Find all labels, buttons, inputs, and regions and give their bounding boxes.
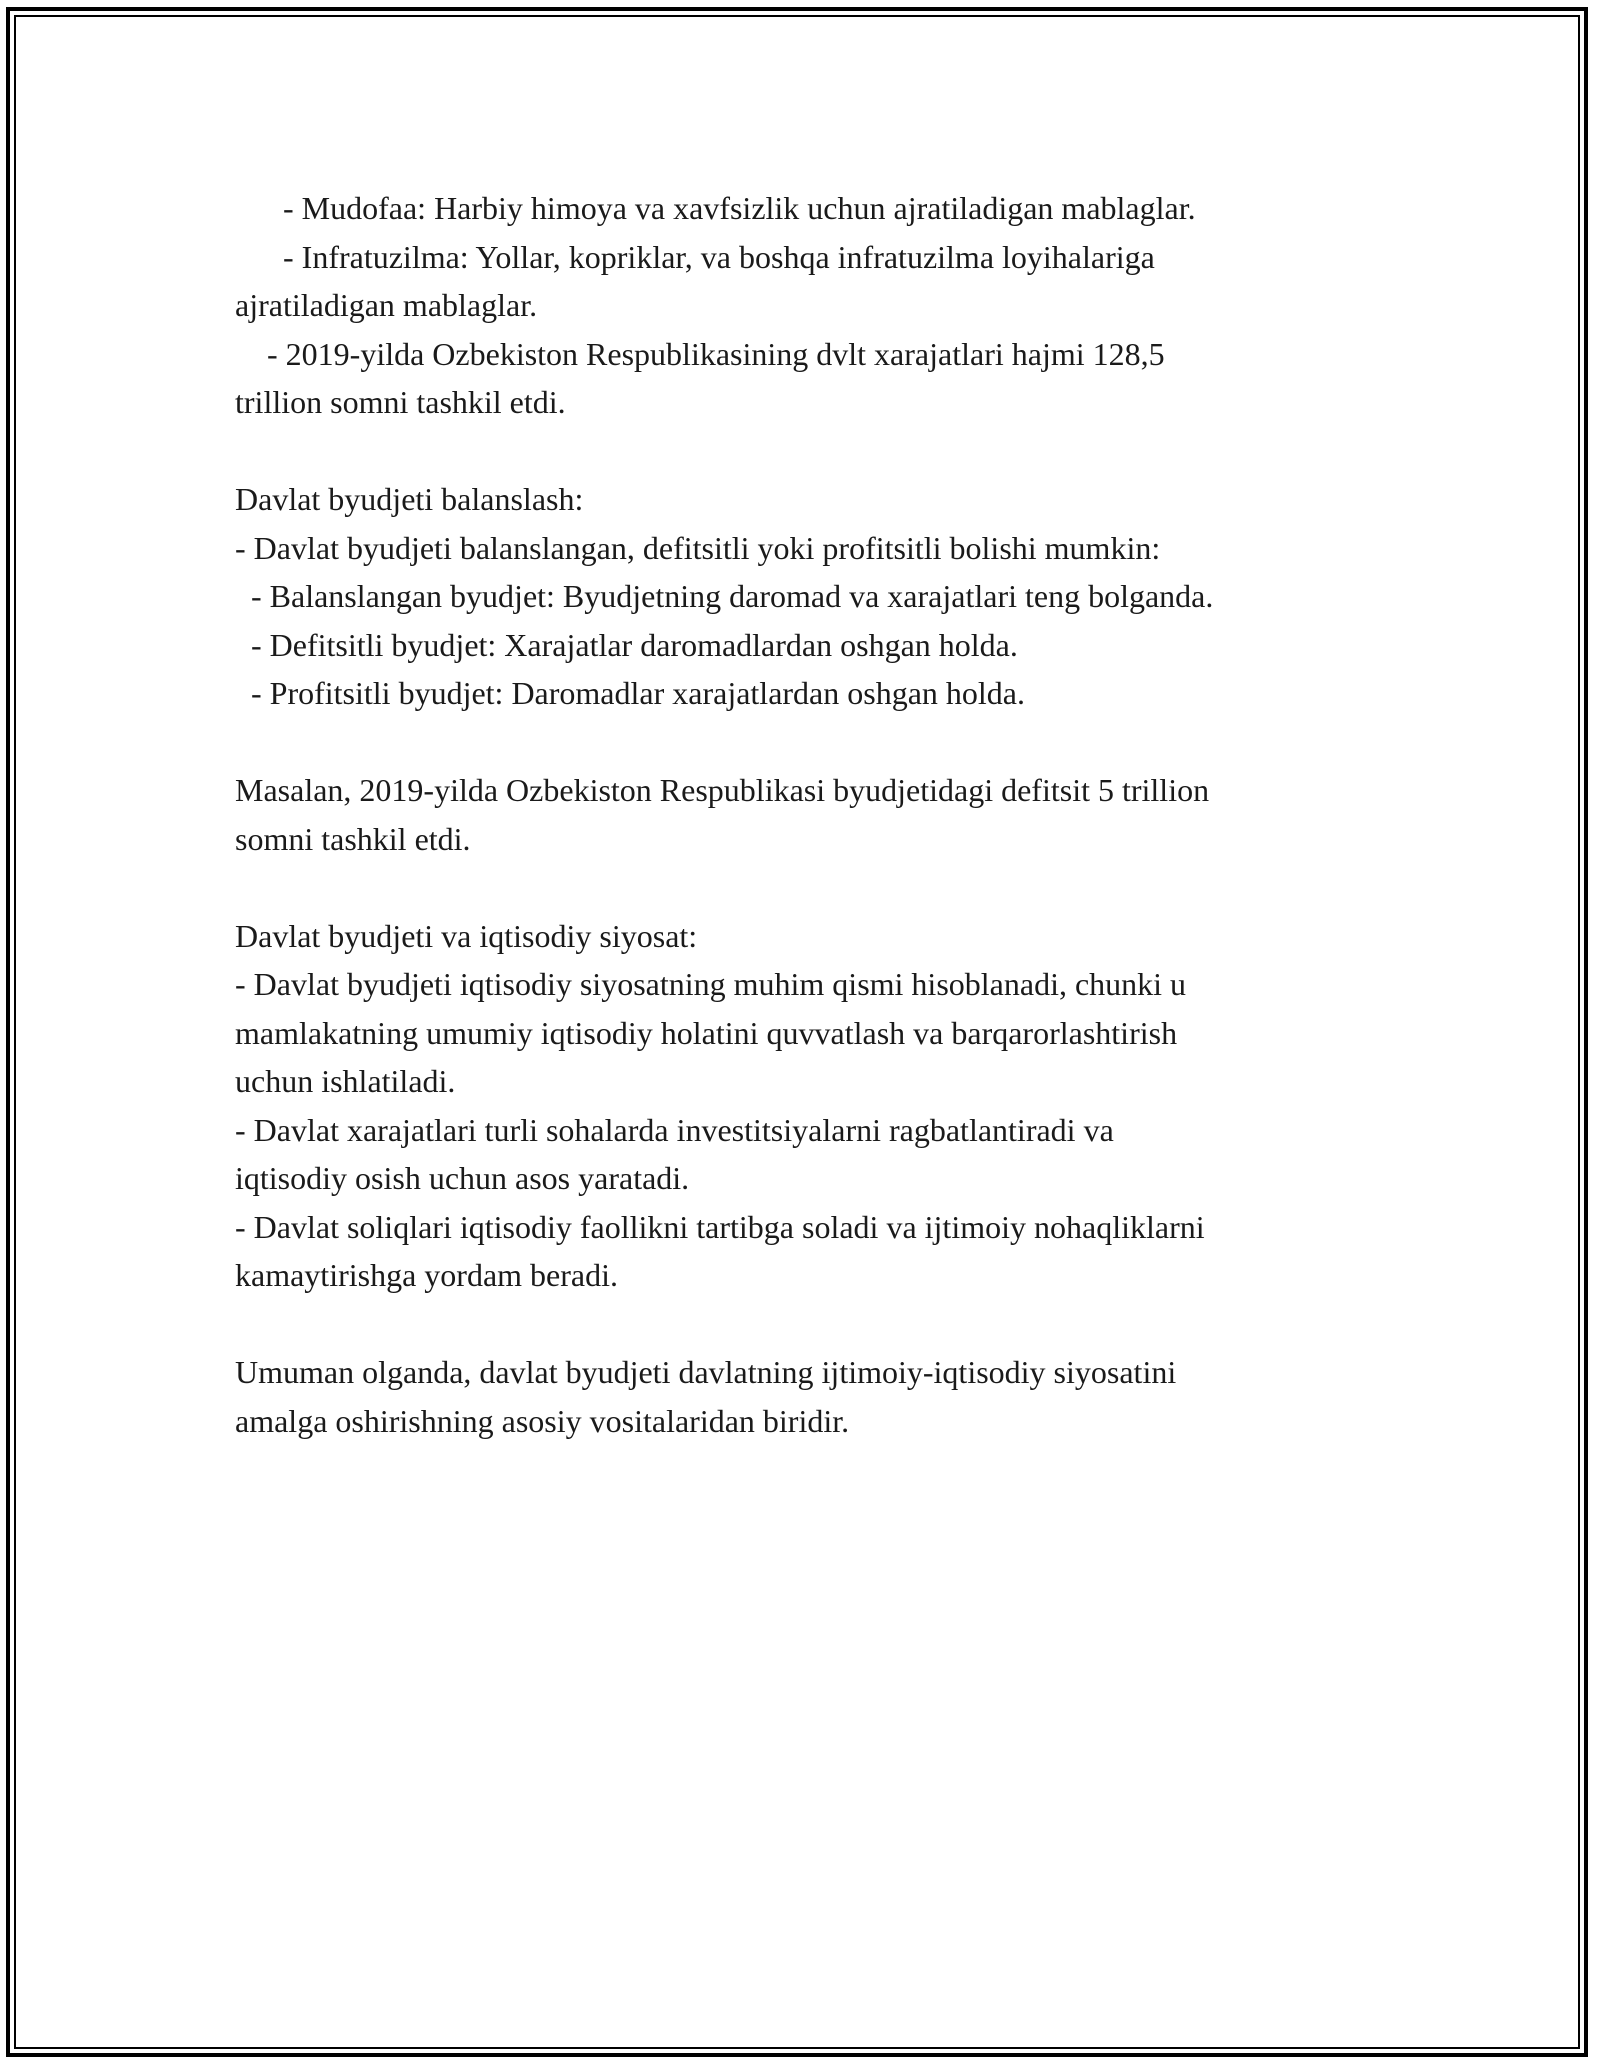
text-line: - Mudofaa: Harbiy himoya va xavfsizlik uchun ajratiladigan mablaglar. bbox=[235, 190, 1196, 226]
text-line: - Davlat byudjeti iqtisodiy siyosatning muhim qismi hisoblanadi, chunki u bbox=[235, 966, 1187, 1002]
text-line: mamlakatning umumiy iqtisodiy holatini quvvatlash va barqarorlashtirish bbox=[235, 1014, 1178, 1051]
text-line: - Davlat soliqlari iqtisodiy faollikni tartibga soladi va ijtimoiy nohaqliklarni bbox=[235, 1208, 1205, 1245]
text-line: Umuman olganda, davlat byudjeti davlatning ijtimoiy-iqtisodiy siyosatini bbox=[235, 1354, 1177, 1390]
blank-line bbox=[235, 863, 1415, 912]
text-line: - 2019-yilda Ozbekiston Respublikasining dvlt xarajatlari hajmi 128,5 bbox=[235, 335, 1165, 372]
text-line: - Defitsitli byudjet: Xarajatlar daromadlardan oshgan holda. bbox=[235, 626, 1018, 663]
text-line: - Davlat byudjeti balanslangan, defitsitli yoki profitsitli bolishi mumkin: bbox=[235, 529, 1161, 566]
section-heading: Davlat byudjeti balanslash: bbox=[235, 481, 584, 517]
document-body bbox=[235, 184, 1415, 1445]
text-line: - Balanslangan byudjet: Byudjetning daromad va xarajatlari teng bolganda. bbox=[235, 578, 1214, 614]
text-line: trillion somni tashkil etdi. bbox=[235, 384, 566, 420]
blank-line bbox=[235, 427, 1415, 476]
text-line: somni tashkil etdi. bbox=[235, 820, 471, 857]
text-line: kamaytirishga yordam beradi. bbox=[235, 1257, 618, 1293]
blank-line bbox=[235, 1300, 1415, 1349]
text-line: Masalan, 2019-yilda Ozbekiston Respublikasi byudjetidagi defitsit 5 trillion bbox=[235, 772, 1210, 808]
section-heading: Davlat byudjeti va iqtisodiy siyosat: bbox=[235, 917, 698, 954]
text-line: uchun ishlatiladi. bbox=[235, 1063, 456, 1099]
text-line: ajratiladigan mablaglar. bbox=[235, 287, 538, 323]
blank-line bbox=[235, 718, 1415, 767]
text-line: - Infratuzilma: Yollar, kopriklar, va boshqa infratuzilma loyihalariga bbox=[235, 238, 1155, 275]
text-line: amalga oshirishning asosiy vositalaridan biridir. bbox=[235, 1402, 850, 1439]
text-line: - Davlat xarajatlari turli sohalarda investitsiyalarni ragbatlantiradi va bbox=[235, 1111, 1114, 1148]
text-line: iqtisodiy osish uchun asos yaratadi. bbox=[235, 1160, 690, 1196]
text-line: - Profitsitli byudjet: Daromadlar xarajatlardan oshgan holda. bbox=[235, 675, 1025, 711]
